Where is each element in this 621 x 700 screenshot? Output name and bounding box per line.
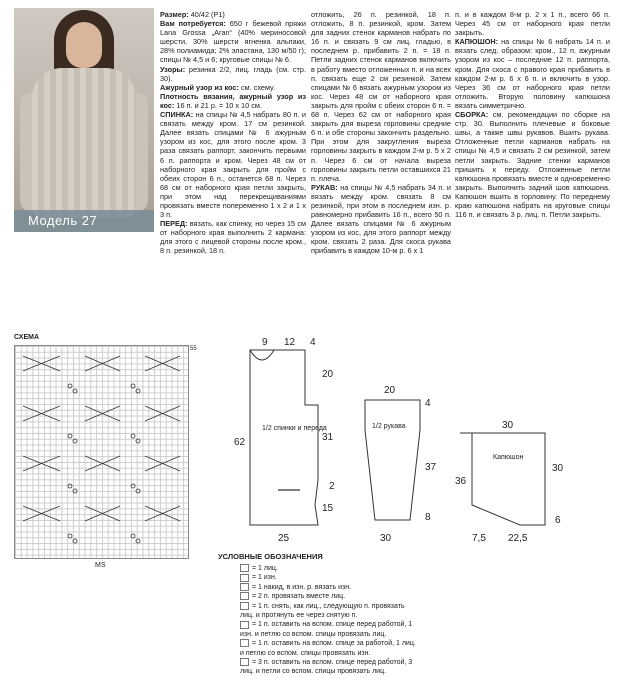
instruction-heading: КАПЮШОН: [455,37,499,47]
back-front-outline [250,350,318,525]
instruction-text: на спицы № 4,5 набрать 80 п. и связать между кром. 17 см резинкой. Далее вязать спицами № 6 ажурным узором из кос, для этого после кром. 3 раза связать раппорт, закончить первыми 6 п. раппорта и кром. Через 48 см от наборного края закрыть для пройм с обеих сторон 6 п., останется 68 п. Через 68 см от наборного края петли закрыть, при этом над перекрещиваниями провязать вместе попеременно 1 х 2 и 1 х 3 п. [160,110,306,220]
hood-dim-left: 36 [455,476,467,487]
legend-item: = 1 лиц. [240,564,420,573]
sleeve-dim-right-1: 4 [425,398,431,409]
hood-dim-right: 30 [552,463,564,474]
chart-label: СХЕМА [14,334,40,341]
hood-label: Капюшон [493,454,524,461]
sleeve-dim-right-2: 37 [425,462,437,473]
instruction-paragraph [160,219,306,255]
back-label: 1/2 спинки и переда [262,425,327,432]
instruction-paragraph [311,183,451,256]
instruction-text: на спицы № 4,5 набрать 34 п. и вязать между кром. связать 8 см резинкой, при этом в последнем изн. р. равномерно прибавить 16 п., всего 50 п. Далее вязать спицами № 6 ажурным узором из кос, для этого раппорт между кром. связать 2 раза. Для скоса рукава прибавить в каждом 10-м р. 6 х 1 [311,182,451,256]
purl-stitch-symbol [240,574,249,582]
chart-footer: MS [95,562,106,569]
legend-list [240,564,420,677]
instruction-text: 650 г бежевой пряжи Lana Grossa „Aran“ (40% мериносовой шерсти, 30% шерсти ягненка альпаки, 28% полиамида; 2% эластана, 130 м/50 г); спицы № 4,5 и 6; круговые спицы № 6. [160,19,306,65]
cross-back-symbol [240,639,249,647]
instruction-text: вязать, как спинку, но через 15 см от наборного края выполнить 2 кармана: для этого с лицевой стороны после кром., 8 п. резинкой, 18 п. [160,219,306,256]
knit-stitch-symbol [240,564,249,572]
back-dim-right-2: 31 [322,432,334,443]
cable-3x3-symbol [240,658,249,666]
instruction-text: на спицы № 6 набрать 14 п. и вязать след. образом: кром., 12 п. ажурным узором из кос – последние 12 п. раппорта, кром. Для скоса с правого края прибавить в каждом 2-м р. 6 х 6 п. и включить в узор. Через 36 см от наборного края петли отложить. Вторую половину капюшона вязать симметрично. [455,37,610,110]
instruction-heading: РУКАВ: [311,182,338,192]
back-dim-top-1: 9 [262,337,268,348]
sleeve-outline [365,400,420,520]
instruction-paragraph [160,10,306,19]
instruction-heading: СПИНКА: [160,110,194,120]
instruction-paragraph [455,110,610,219]
back-dim-top-3: 4 [310,337,316,348]
cross-front-symbol [240,621,249,629]
back-dim-left: 62 [234,437,246,448]
instruction-heading: Узоры: [160,64,186,74]
instruction-paragraph [160,110,306,219]
back-dim-bottom: 25 [278,533,290,544]
sleeve-dim-top: 20 [384,385,396,396]
legend-item: = 1 п. оставить на вспом. спице перед работой, 1 изн. и петлю со вспом. спицы провязать лиц. [240,621,413,638]
instruction-paragraph [160,83,306,92]
instruction-text: резинка 2/2, лиц. гладь (см. стр. 30). [160,64,306,83]
instructions-column-2 [311,10,451,256]
legend-item: = 1 изн. [240,573,420,582]
sleeve-label: 1/2 рукава [372,423,406,430]
instructions-column-3 [455,10,610,219]
legend-item: = 3 п. оставить на вспом. спице перед работой, 3 лиц. и петли со вспом. спицы провязать лиц. [240,659,413,676]
instruction-paragraph [455,10,610,37]
instruction-text: п. и в каждом 8-м р. 2 х 1 п., всего 66 п. Через 45 см от наборного края петли закрыть. [455,10,610,38]
k2tog-symbol [240,592,249,600]
slip-knit-symbol [240,602,249,610]
instruction-heading: Плотность вязания, ажурный узор из кос: [160,91,306,110]
model-caption: Модель 27 [14,210,154,232]
hood-dim-side: 6 [555,515,561,526]
sleeve-dim-bottom: 30 [380,533,392,544]
back-dim-right-4: 15 [322,503,334,514]
legend-item: = 1 п. оставить на вспом. спице за работой, 1 лиц. и петлю со вспом. спицы провязать изн. [240,640,416,657]
instruction-heading: Размер: [160,10,189,19]
schematic-diagram [210,330,610,560]
instruction-text: см. схему. [238,82,275,92]
sleeve-dim-right-3: 8 [425,512,431,523]
instruction-paragraph [455,37,610,110]
instruction-paragraph [160,19,306,64]
hood-outline [460,433,545,525]
yarn-over-symbol [240,583,249,591]
instruction-paragraph [160,65,306,83]
model-photo [14,8,154,232]
legend-item: = 1 накид, в изн. р. вязать изн. [240,583,420,592]
model-sweater [32,68,136,218]
hood-dim-top: 30 [502,420,514,431]
instruction-heading: СБОРКА: [455,110,489,120]
instruction-text: 16 п. и 21 р. = 10 х 10 см. [174,100,262,110]
chart-pattern-svg [15,346,190,560]
instruction-text: см. рекомендации по сборке на стр. 30. Выполнить плечевые и боковые швы, а также швы рукавов. Вшить рукава. Отложенные петли карманов набрать на спицы № 4,5 и связать 2 см резинкой, затем петли закрыть. Задние стенки карманов пришить к переду. Отложенные петли капюшона провязать вместе и одновременно закрыть. Выполнить задний шов капюшона. Капюшон вшить в горловину. По переднему краю капюшона набрать на круговые спицы 116 п. и связать 3 р. лиц. п. Петли закрыть. [455,110,610,220]
instruction-paragraph [160,92,306,110]
back-dim-right-1: 20 [322,369,334,380]
legend-item: = 1 п. снять, как лиц., следующую п. провязать лиц. и протянуть ее через снятую п. [240,602,405,620]
model-face [66,22,102,68]
instruction-heading: Ажурный узор из кос: [160,82,239,92]
instruction-heading: Вам потребуется: [160,19,226,29]
instruction-paragraph [311,10,451,183]
instruction-text: отложить, 26 п. резинкой, 18 п. отложить, 8 п. резинкой, кром. Затем для задних стенок карманов набрать по 16 п. и связать 9 см лиц. гладью, в последнем р. прибавить 2 п. = 18 п. Петли задних стенок карманов включить в работу вместо отложенных п. и на всех п. связать еще 2 см резинкой. Затем спицами № 6 вязать ажурным узором из кос. Через 48 см от наборного края закрыть для пройм с обеих сторон 6 п. = 68 п. Через 62 см от наборного края закрыть для выреза горловины средние 6 п. и обе стороны закончить раздельно. При этом для закругления выреза горловины закрыть в каждом 2-м р. 5 х 2 п. Через 6 см от начала выреза горловины закрыть петли оставшихся 21 п. плеча. [311,10,451,183]
hood-dim-bottom-1: 7,5 [472,533,486,544]
back-dim-top-2: 12 [284,337,296,348]
instruction-text: 40/42 (Р1) [188,10,225,19]
chart-row-number: 55 [190,346,197,352]
legend-title: УСЛОВНЫЕ ОБОЗНАЧЕНИЯ [218,552,323,561]
back-dim-right-3: 2 [329,481,335,492]
instructions-column-1 [160,10,306,256]
instruction-heading: ПЕРЕД: [160,219,188,229]
hood-dim-bottom-2: 22,5 [508,533,528,544]
knitting-chart [14,345,189,559]
legend-item: = 2 п. провязать вместе лиц. [240,592,420,601]
